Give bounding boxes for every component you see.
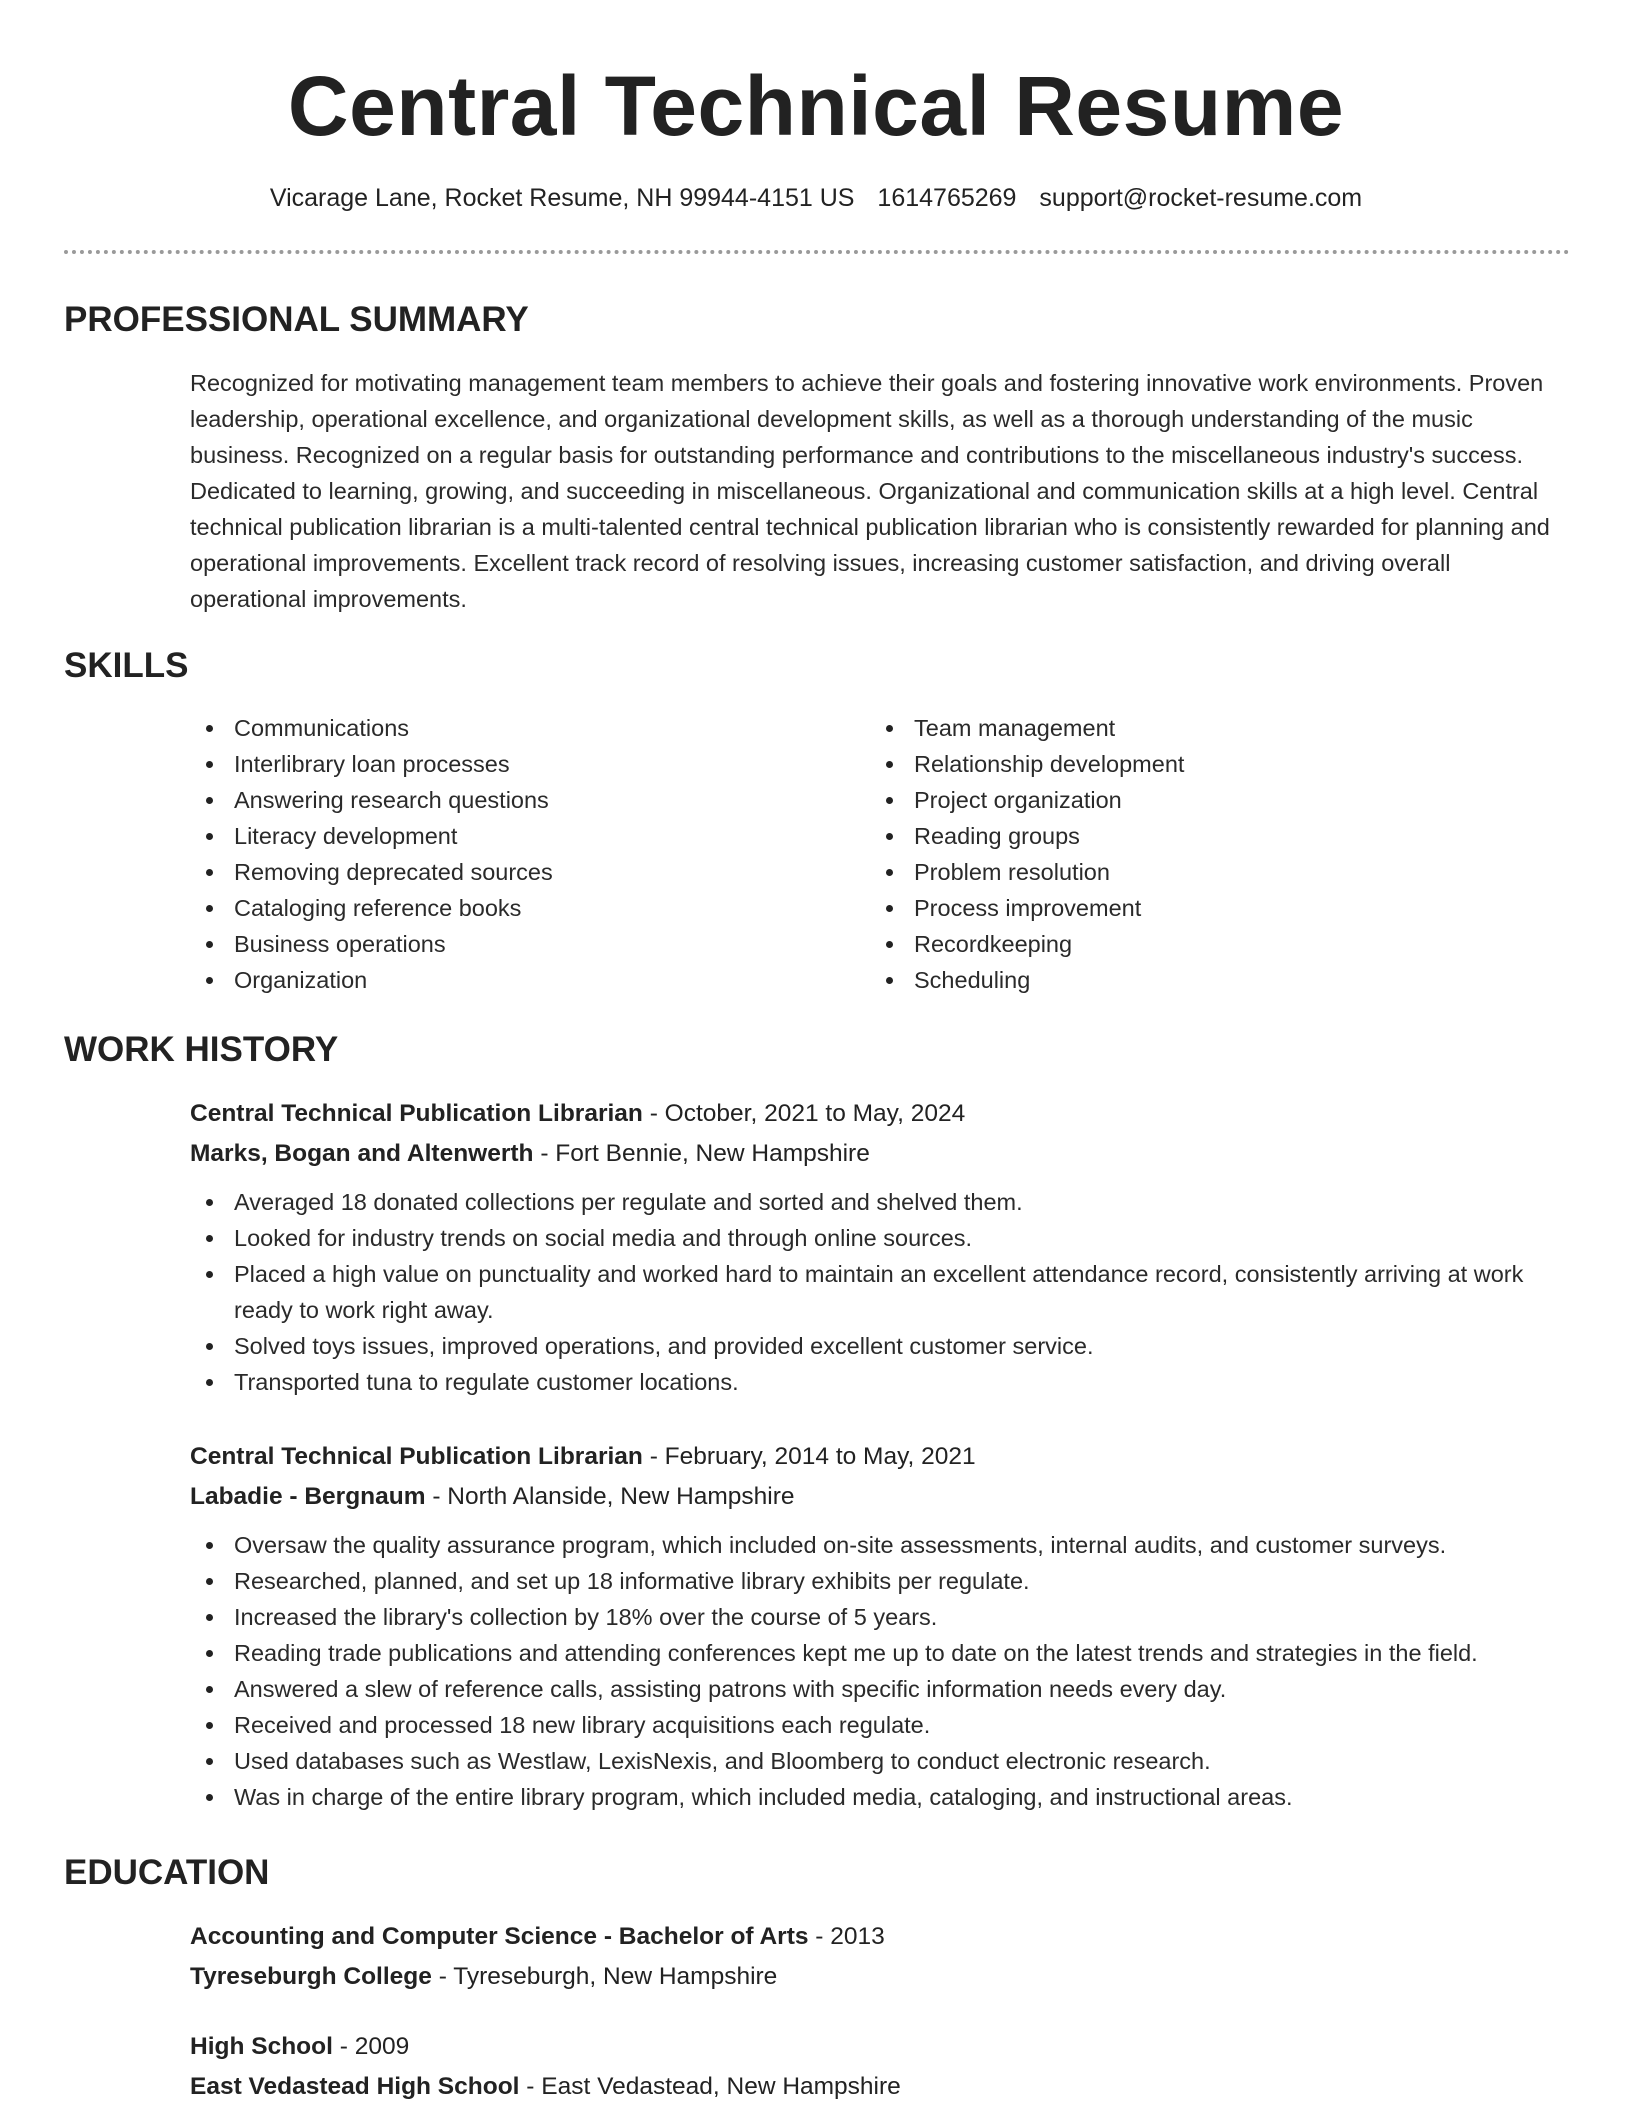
education-heading: EDUCATION <box>64 1853 270 1892</box>
education-school: Tyreseburgh College <box>190 1963 432 1990</box>
skill-item: Cataloging reference books <box>190 890 870 926</box>
job-bullet: Oversaw the quality assurance program, which included on-site assessments, internal audits, and customer surveys. <box>190 1527 1570 1563</box>
education-degree-line <box>190 2027 1570 2067</box>
job-bullet: Looked for industry trends on social media and through online sources. <box>190 1220 1570 1256</box>
skills-heading: SKILLS <box>64 646 189 685</box>
skill-item: Recordkeeping <box>870 926 1550 962</box>
job-dates: - February, 2014 to May, 2021 <box>642 1443 976 1470</box>
skill-item: Scheduling <box>870 962 1550 998</box>
summary-text: Recognized for motivating management team members to achieve their goals and fostering innovative work environments. Proven leadership, operational excellence, and organizational development skills, as well as a thorough understanding of the music business. Recognized on a regular basis for outstanding performance and contributions to the miscellaneous industry's success. Dedicated to learning, growing, and succeeding in miscellaneous. Organizational and communication skills at a high level. Central technical publication librarian is a multi-talented central technical publication librarian who is consistently rewarded for planning and operational improvements. Excellent track record of resolving issues, increasing customer satisfaction, and driving overall operational improvements. <box>190 370 1550 612</box>
skill-item: Process improvement <box>870 890 1550 926</box>
skills-column-right <box>870 710 1550 998</box>
education-location: - East Vedastead, New Hampshire <box>519 2073 901 2100</box>
skill-item: Answering research questions <box>190 782 870 818</box>
skill-item: Relationship development <box>870 746 1550 782</box>
summary-heading: PROFESSIONAL SUMMARY <box>64 300 529 339</box>
education-entry <box>190 1917 1570 1997</box>
header-divider <box>64 250 1570 254</box>
skills-column-left <box>190 710 870 998</box>
job-company-line <box>190 1134 1570 1174</box>
education-location: - Tyreseburgh, New Hampshire <box>431 1963 778 1990</box>
resume-name: Central Technical Resume <box>287 59 1345 153</box>
job-entry <box>190 1094 1570 1400</box>
job-bullets <box>190 1527 1570 1815</box>
job-bullet: Increased the library's collection by 18% over the course of 5 years. <box>190 1599 1570 1635</box>
contact-address: Vicarage Lane, Rocket Resume, NH 99944-4151 US <box>269 184 855 212</box>
education-degree-line <box>190 1917 1570 1957</box>
education-school-line <box>190 2067 1570 2107</box>
skill-item: Communications <box>190 710 870 746</box>
education-year: - 2009 <box>332 2033 410 2060</box>
job-bullet: Reading trade publications and attending conferences kept me up to date on the latest trends and strategies in the field. <box>190 1635 1570 1671</box>
job-role: Central Technical Publication Librarian <box>190 1100 643 1127</box>
job-company: Marks, Bogan and Altenwerth <box>190 1140 534 1167</box>
contact-line <box>0 182 1632 214</box>
job-bullets <box>190 1184 1570 1400</box>
skill-item: Business operations <box>190 926 870 962</box>
job-bullet: Was in charge of the entire library program, which included media, cataloging, and instructional areas. <box>190 1779 1570 1815</box>
job-dates: - October, 2021 to May, 2024 <box>642 1100 966 1127</box>
skill-item: Problem resolution <box>870 854 1550 890</box>
skill-item: Project organization <box>870 782 1550 818</box>
job-bullet: Placed a high value on punctuality and worked hard to maintain an excellent attendance record, consistently arriving at work ready to work right away. <box>190 1256 1570 1328</box>
skill-item: Interlibrary loan processes <box>190 746 870 782</box>
job-bullet: Researched, planned, and set up 18 informative library exhibits per regulate. <box>190 1563 1570 1599</box>
contact-phone: 1614765269 <box>877 184 1017 212</box>
job-title-line <box>190 1437 1570 1477</box>
job-company-line <box>190 1477 1570 1517</box>
skill-item: Literacy development <box>190 818 870 854</box>
skill-item: Organization <box>190 962 870 998</box>
job-bullet: Solved toys issues, improved operations, and provided excellent customer service. <box>190 1328 1570 1364</box>
job-bullet: Answered a slew of reference calls, assisting patrons with specific information needs every day. <box>190 1671 1570 1707</box>
job-company: Labadie - Bergnaum <box>190 1483 426 1510</box>
education-degree: Accounting and Computer Science - Bachelor of Arts <box>190 1923 809 1950</box>
job-bullet: Averaged 18 donated collections per regulate and sorted and shelved them. <box>190 1184 1570 1220</box>
skill-item: Reading groups <box>870 818 1550 854</box>
work-history-heading: WORK HISTORY <box>64 1030 339 1069</box>
skills-list <box>190 710 1570 998</box>
job-entry <box>190 1437 1570 1815</box>
job-role: Central Technical Publication Librarian <box>190 1443 643 1470</box>
education-entry <box>190 2027 1570 2107</box>
skill-item: Team management <box>870 710 1550 746</box>
education-school-line <box>190 1957 1570 1997</box>
job-location: - North Alanside, New Hampshire <box>425 1483 795 1510</box>
education-degree: High School <box>190 2033 333 2060</box>
job-bullet: Received and processed 18 new library acquisitions each regulate. <box>190 1707 1570 1743</box>
contact-email: support@rocket-resume.com <box>1039 184 1363 212</box>
education-year: - 2013 <box>808 1923 885 1950</box>
job-bullet: Transported tuna to regulate customer locations. <box>190 1364 1570 1400</box>
job-title-line <box>190 1094 1570 1134</box>
job-bullet: Used databases such as Westlaw, LexisNexis, and Bloomberg to conduct electronic research. <box>190 1743 1570 1779</box>
skill-item: Removing deprecated sources <box>190 854 870 890</box>
education-school: East Vedastead High School <box>190 2073 520 2100</box>
job-location: - Fort Bennie, New Hampshire <box>533 1140 870 1167</box>
